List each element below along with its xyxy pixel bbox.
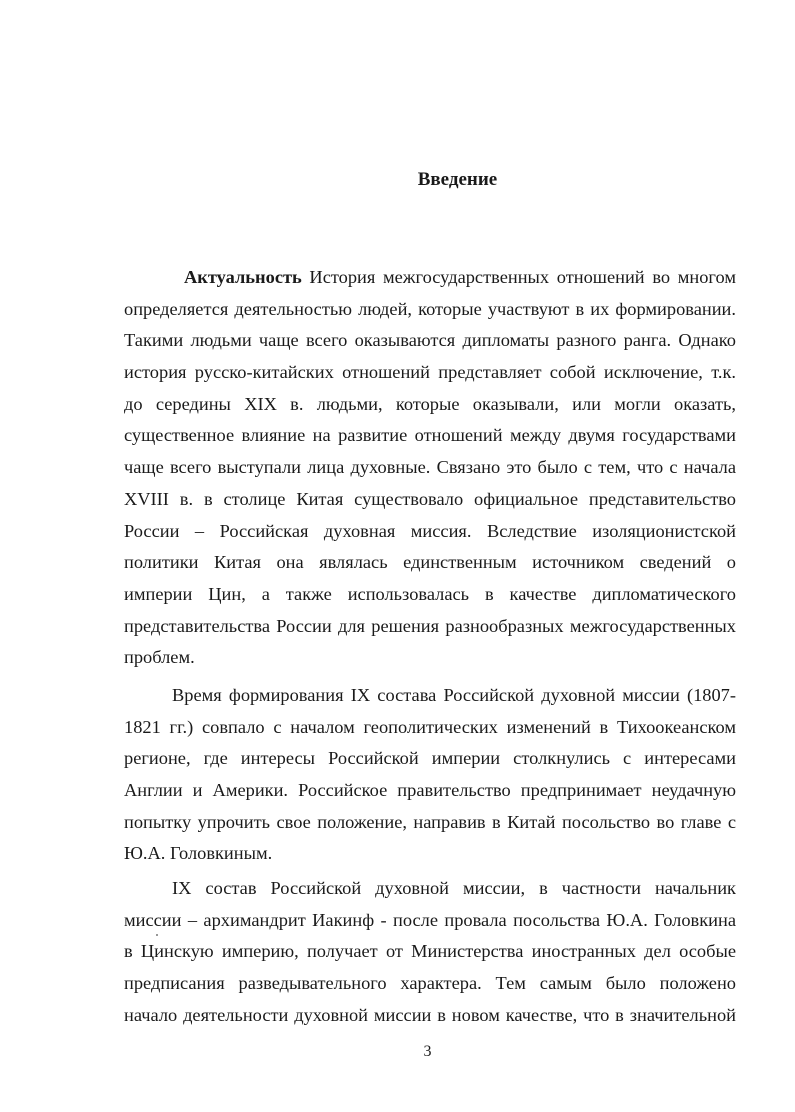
text-line: в Цинскую империю, получает от Министерства иностранных дел особые xyxy=(124,941,736,962)
text-line: чаще всего выступали лица духовные. Связано это было с тем, что с начала xyxy=(124,457,736,478)
text-line: история русско-китайских отношений представляет собой исключение, т.к. xyxy=(124,362,736,383)
page-number: 3 xyxy=(423,1043,432,1060)
text-line: до середины XIX в. людьми, которые оказывали, или могли оказать, xyxy=(124,393,736,414)
text-line: Такими людьми чаще всего оказываются дипломаты разного ранга. Однако xyxy=(124,330,736,351)
text-line: IX состав Российской духовной миссии, в частности начальник xyxy=(172,878,736,898)
lead-term: Актуальность xyxy=(184,267,302,287)
text-line: проблем. xyxy=(124,647,195,668)
text-line: определяется деятельностью людей, которые участвуют в их формировании. xyxy=(124,298,736,319)
text-line: начало деятельности духовной миссии в новом качестве, что в значительной xyxy=(124,1004,736,1025)
text-line: существенное влияние на развитие отношений между двумя государствами xyxy=(124,425,736,446)
text-line: Англии и Америки. Российское правительство предпринимает неудачную xyxy=(124,780,736,801)
text-line: регионе, где интересы Российской империи столкнулись с интересами xyxy=(124,748,736,769)
scan-speck xyxy=(156,934,158,936)
text-line: империи Цин, а также использовалась в качестве дипломатического xyxy=(124,583,736,604)
text-line: XVIII в. в столице Китая существовало официальное представительство xyxy=(124,488,736,509)
text-line: политики Китая она являлась единственным источником сведений о xyxy=(124,552,736,573)
text-line: попытку упрочить свое положение, направив в Китай посольство во главе с xyxy=(124,811,736,832)
text-line: Ю.А. Головкиным. xyxy=(124,843,273,864)
text-line: миссии – архимандрит Иакинф - после провала посольства Ю.А. Головкина xyxy=(124,909,736,930)
text-line: Время формирования IX состава Российской духовной миссии (1807- xyxy=(172,685,736,705)
paragraph-ninth-mission xyxy=(124,873,736,1031)
text-line: 1821 гг.) совпало с началом геополитических изменений в Тихоокеанском xyxy=(124,716,736,737)
paragraph-relevance xyxy=(124,262,736,674)
page-title: Введение xyxy=(417,169,498,190)
text-line: России – Российская духовная миссия. Вследствие изоляционистской xyxy=(124,520,736,541)
line-text: История межгосударственных отношений во многом xyxy=(301,267,736,287)
text-line: предписания разведывательного характера. Тем самым было положено xyxy=(124,973,736,994)
text-line: представительства России для решения разнообразных межгосударственных xyxy=(124,615,736,636)
text-line xyxy=(124,262,736,294)
paragraph-mission-formation xyxy=(124,680,736,870)
